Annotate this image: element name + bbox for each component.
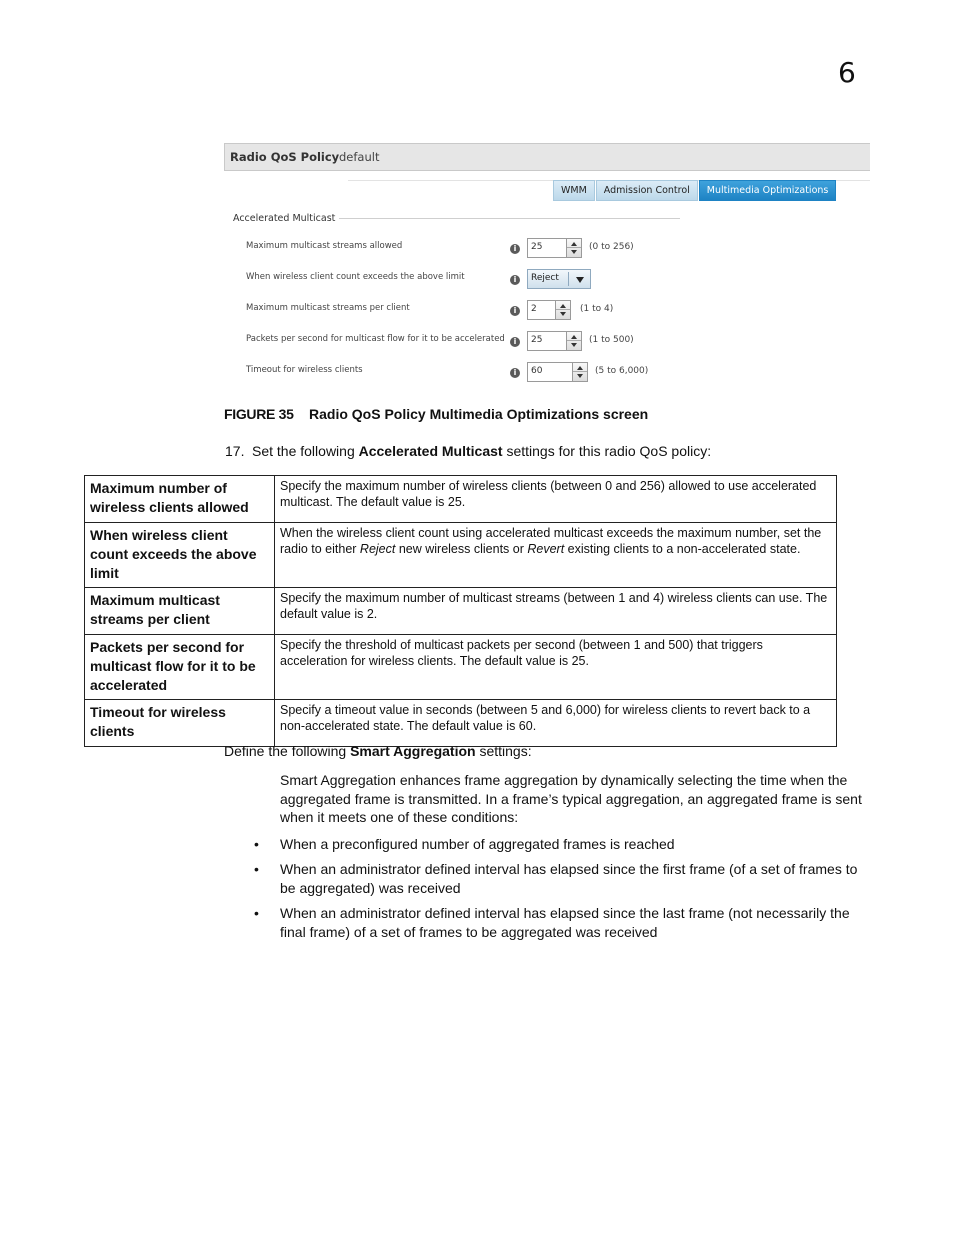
table-desc: Specify the maximum number of wireless clients (between 0 and 256) allowed to use accelerated multicast. The default value is 25. <box>275 476 837 523</box>
tab-admission-control[interactable]: Admission Control <box>596 180 698 201</box>
bullet-icon: • <box>254 905 259 921</box>
table-row <box>85 476 837 523</box>
step-instruction <box>225 443 711 459</box>
row-label: Packets per second for multicast flow for it to be accelerated <box>246 334 505 344</box>
section-divider <box>339 218 680 219</box>
step-number: 17. <box>225 443 245 459</box>
stepper-buttons[interactable] <box>572 363 587 381</box>
stepper-divider <box>567 247 581 248</box>
define-text-bold: Smart Aggregation <box>350 743 476 759</box>
arrow-down-icon[interactable] <box>571 343 577 347</box>
define-text-pre: Define the following <box>224 743 351 759</box>
chapter-number: 6 <box>838 56 856 89</box>
info-icon[interactable]: i <box>510 368 520 378</box>
row-max-multicast-streams <box>246 238 846 260</box>
range-hint: (1 to 4) <box>580 304 614 314</box>
row-label: Maximum multicast streams per client <box>246 303 410 313</box>
info-icon[interactable]: i <box>510 306 520 316</box>
arrow-down-icon[interactable] <box>571 250 577 254</box>
stepper-buttons[interactable] <box>566 332 581 350</box>
list-item <box>254 904 870 942</box>
row-label: When wireless client count exceeds the above limit <box>246 272 465 282</box>
row-label: Maximum multicast streams allowed <box>246 241 403 251</box>
range-hint: (1 to 500) <box>589 335 634 345</box>
policy-header-value: default <box>339 150 380 164</box>
arrow-up-icon[interactable] <box>571 335 577 339</box>
table-desc <box>275 523 837 588</box>
table-key: Timeout for wireless clients <box>85 700 275 747</box>
table-desc: Specify a timeout value in seconds (between 5 and 6,000) for wireless clients to revert back to a non-accelerated state. The default value is 60. <box>275 700 837 747</box>
stepper-value: 2 <box>531 304 537 314</box>
table-row <box>85 635 837 700</box>
arrow-up-icon[interactable] <box>577 366 583 370</box>
body-paragraph: Smart Aggregation enhances frame aggregation by dynamically selecting the time when the aggregated frame is transmitted. In a frame’s typical aggregation, an aggregated frame is sent when it meets one of these conditions: <box>280 772 862 825</box>
tab-multimedia-optimizations[interactable]: Multimedia Optimizations <box>699 180 837 201</box>
list-item-text: When an administrator defined interval has elapsed since the first frame (of a set of frames to be aggregated) was received <box>280 861 858 896</box>
tab-bar <box>553 180 837 201</box>
policy-header <box>224 143 870 171</box>
chevron-down-icon[interactable] <box>576 277 584 283</box>
figure-label: FIGURE 35 <box>224 406 294 422</box>
desc-emphasis: Revert <box>527 542 565 556</box>
step-text-post: settings for this radio QoS policy: <box>502 443 712 459</box>
stepper-divider <box>573 371 587 372</box>
bullet-icon: • <box>254 861 259 877</box>
range-hint: (5 to 6,000) <box>595 366 649 376</box>
desc-text: When the wireless client count using accelerated multicast exceeds the maximum number, set the radio to either <box>280 526 822 556</box>
arrow-up-icon[interactable] <box>571 242 577 246</box>
desc-emphasis: Reject <box>359 542 396 556</box>
table-desc: Specify the maximum number of multicast streams (between 1 and 4) wireless clients can use. The default value is 2. <box>275 588 837 635</box>
stepper-buttons[interactable] <box>555 301 570 319</box>
list-item <box>254 860 870 898</box>
arrow-up-icon[interactable] <box>560 304 566 308</box>
list-item-text: When a preconfigured number of aggregated frames is reached <box>280 836 675 852</box>
policy-header-title: Radio QoS Policy <box>230 150 340 164</box>
radio-qos-screenshot <box>224 143 870 395</box>
section-title: Accelerated Multicast <box>233 213 336 224</box>
info-icon[interactable]: i <box>510 337 520 347</box>
table-key: Maximum number of wireless clients allowed <box>85 476 275 523</box>
table-row <box>85 700 837 747</box>
figure-caption <box>224 406 649 422</box>
timeout-stepper[interactable] <box>527 362 588 382</box>
info-icon[interactable]: i <box>510 244 520 254</box>
define-instruction <box>224 743 532 759</box>
define-text-post: settings: <box>475 743 532 759</box>
packets-per-second-stepper[interactable] <box>527 331 582 351</box>
arrow-down-icon[interactable] <box>560 312 566 316</box>
stepper-buttons[interactable] <box>566 239 581 257</box>
desc-text: existing clients to a non-accelerated state. <box>564 542 801 556</box>
row-streams-per-client <box>246 300 846 322</box>
table-key: Packets per second for multicast flow for it to be accelerated <box>85 635 275 700</box>
row-label: Timeout for wireless clients <box>246 365 363 375</box>
table-key: When wireless client count exceeds the above limit <box>85 523 275 588</box>
table-row <box>85 588 837 635</box>
row-timeout <box>246 362 846 384</box>
table-key: Maximum multicast streams per client <box>85 588 275 635</box>
stepper-divider <box>556 309 570 310</box>
parameter-table <box>84 475 837 747</box>
list-item-text: When an administrator defined interval has elapsed since the last frame (not necessarily the final frame) of a set of frames to be aggregated was received <box>280 905 850 940</box>
select-divider <box>568 272 569 286</box>
figure-title: Radio QoS Policy Multimedia Optimizations screen <box>309 406 649 422</box>
stepper-divider <box>567 340 581 341</box>
row-client-limit-action <box>246 269 846 291</box>
stepper-value: 25 <box>531 335 543 345</box>
client-limit-action-select[interactable] <box>527 269 591 289</box>
max-multicast-streams-stepper[interactable] <box>527 238 582 258</box>
info-icon[interactable]: i <box>510 275 520 285</box>
list-item <box>254 835 870 854</box>
bullet-icon: • <box>254 836 259 852</box>
tab-wmm[interactable]: WMM <box>553 180 595 201</box>
select-value: Reject <box>531 273 559 283</box>
step-text-pre: Set the following <box>252 443 359 459</box>
table-desc: Specify the threshold of multicast packets per second (between 1 and 500) that triggers acceleration for wireless clients. The default value is 25. <box>275 635 837 700</box>
step-text-bold: Accelerated Multicast <box>358 443 503 459</box>
desc-text: new wireless clients or <box>395 542 528 556</box>
streams-per-client-stepper[interactable] <box>527 300 571 320</box>
bullet-list <box>254 835 870 948</box>
range-hint: (0 to 256) <box>589 242 634 252</box>
arrow-down-icon[interactable] <box>577 374 583 378</box>
row-packets-per-second <box>246 331 846 353</box>
stepper-value: 25 <box>531 242 543 252</box>
stepper-value: 60 <box>531 366 543 376</box>
table-row <box>85 523 837 588</box>
